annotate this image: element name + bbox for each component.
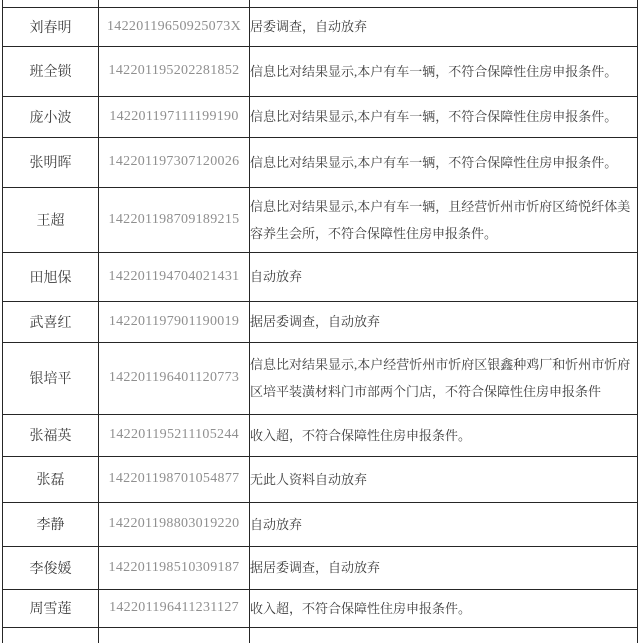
applicant-name: 刘春明	[29, 20, 72, 36]
remark-text: 收入超，不符合保障性住房申报条件。	[250, 600, 472, 616]
applicant-name: 班全锁	[29, 65, 72, 80]
table-row	[3, 456, 638, 502]
applicant-name: 田旭保	[29, 270, 72, 286]
table-row	[3, 414, 638, 456]
table-row	[3, 252, 638, 301]
applicant-name: 周雪莲	[29, 602, 72, 617]
applicant-name-cell	[3, 414, 99, 456]
id-number-cell	[99, 252, 250, 301]
applicant-name-cell	[3, 252, 99, 301]
id-number-cell	[99, 456, 250, 502]
id-number: 142201196401120773	[108, 370, 240, 385]
id-number: 142201194704021431	[108, 268, 240, 284]
applicant-name-cell	[3, 137, 99, 187]
remark-text: 信息比对结果显示,本户有车一辆，不符合保障性住房申报条件。	[250, 109, 618, 124]
empty-cell	[250, 0, 638, 7]
table-row	[3, 342, 638, 414]
applicant-name: 银培平	[29, 372, 72, 387]
table-row	[3, 137, 638, 187]
id-number: 142201198709189215	[108, 211, 240, 227]
applicant-name: 李俊媛	[29, 561, 72, 577]
applicant-name-cell	[3, 301, 99, 342]
remark-cell	[250, 137, 638, 187]
id-number: 142201198701054877	[108, 471, 240, 486]
id-number: 142201197111199190	[109, 108, 239, 124]
remark-text: 信息比对结果显示,本户有车一辆，且经营忻州市忻府区绮悦纤体美容养生会所，不符合保障性住房申报条件。	[250, 198, 631, 241]
remark-cell	[250, 414, 638, 456]
id-number-cell	[99, 187, 250, 252]
applicant-name-cell	[3, 7, 99, 46]
applicant-name-cell	[3, 456, 99, 502]
empty-cell	[3, 627, 99, 643]
id-number: 142201195211105244	[109, 427, 239, 442]
remark-cell	[250, 187, 638, 252]
remark-text: 居委调查，自动放弃	[250, 19, 368, 34]
remark-text: 自动放弃	[250, 516, 303, 532]
remark-text: 信息比对结果显示,本户经营忻州市忻府区银鑫种鸡厂和忻州市忻府区培平装潢材料门市部两个门店，不符合保障性住房申报条件	[250, 357, 631, 399]
applicant-name-cell	[3, 96, 99, 137]
applicant-name-cell	[3, 502, 99, 546]
applicant-name: 李静	[36, 518, 65, 533]
id-number: 142201195202281852	[108, 63, 240, 78]
remark-cell	[250, 589, 638, 627]
empty-cell	[99, 627, 250, 643]
table-row	[3, 546, 638, 589]
remark-cell	[250, 456, 638, 502]
table-row	[3, 46, 638, 96]
id-number-cell	[99, 502, 250, 546]
id-number: 142201198510309187	[108, 559, 240, 575]
empty-cell	[99, 0, 250, 7]
applicant-name: 张福英	[29, 429, 72, 444]
id-number: 142201197307120026	[108, 154, 240, 169]
remark-text: 无此人资料自动放弃	[250, 471, 368, 487]
remark-text: 信息比对结果显示,本户有车一辆，不符合保障性住房申报条件。	[250, 63, 618, 79]
table-row	[3, 301, 638, 342]
remark-text: 自动放弃	[250, 269, 303, 284]
id-number-cell	[99, 414, 250, 456]
id-number-cell	[99, 137, 250, 187]
applicant-name-cell	[3, 342, 99, 414]
remark-text: 信息比对结果显示,本户有车一辆，不符合保障性住房申报条件。	[250, 154, 618, 170]
id-number-cell	[99, 342, 250, 414]
applicants-table	[2, 0, 638, 643]
empty-cell	[3, 0, 99, 7]
remark-cell	[250, 96, 638, 137]
applicant-name: 张磊	[36, 473, 65, 488]
id-number: 142201196411231127	[109, 600, 239, 615]
id-number-cell	[99, 7, 250, 46]
remark-cell	[250, 252, 638, 301]
remark-text: 据居委调查，自动放弃	[250, 560, 381, 575]
remark-text: 收入超，不符合保障性住房申报条件。	[250, 427, 472, 443]
id-number: 14220119650925073X	[107, 18, 241, 34]
table-row	[3, 96, 638, 137]
empty-cell	[250, 627, 638, 643]
applicant-name: 张明晖	[29, 156, 72, 171]
remark-cell	[250, 7, 638, 46]
applicant-name-cell	[3, 589, 99, 627]
partial-row-top	[3, 0, 638, 7]
table-row	[3, 589, 638, 627]
id-number: 142201197901190019	[108, 313, 240, 329]
applicant-name-cell	[3, 546, 99, 589]
remark-text: 据居委调查，自动放弃	[250, 314, 381, 329]
remark-cell	[250, 46, 638, 96]
applicant-name-cell	[3, 46, 99, 96]
applicant-name: 武喜红	[29, 315, 72, 331]
applicant-name: 庞小波	[29, 110, 72, 126]
remark-cell	[250, 301, 638, 342]
table-row	[3, 7, 638, 46]
id-number-cell	[99, 46, 250, 96]
applicant-name: 王超	[36, 213, 65, 229]
id-number: 142201198803019220	[108, 516, 240, 531]
remark-cell	[250, 342, 638, 414]
id-number-cell	[99, 301, 250, 342]
remark-cell	[250, 546, 638, 589]
applicant-name-cell	[3, 187, 99, 252]
id-number-cell	[99, 589, 250, 627]
table-row	[3, 187, 638, 252]
remark-cell	[250, 502, 638, 546]
table-row	[3, 502, 638, 546]
partial-row-bottom	[3, 627, 638, 643]
id-number-cell	[99, 96, 250, 137]
id-number-cell	[99, 546, 250, 589]
